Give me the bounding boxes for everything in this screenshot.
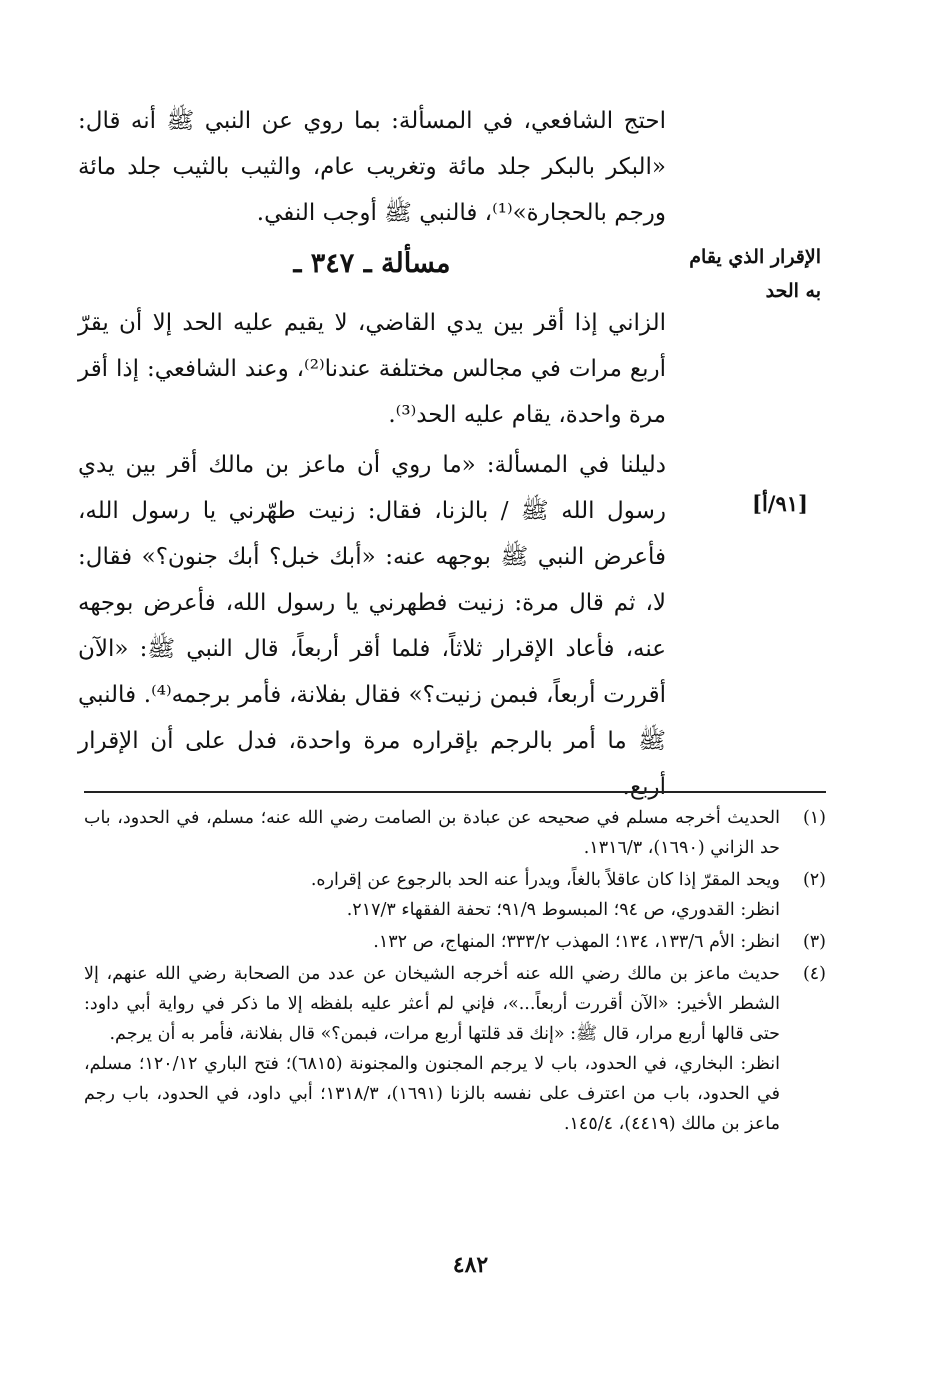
footnote-number: (١) <box>802 808 826 828</box>
issue-heading: مسألة ـ ٣٤٧ ـ <box>293 248 451 279</box>
page-number: ٤٨٢ <box>452 1252 489 1278</box>
footnote <box>84 803 826 863</box>
footnote <box>84 959 826 1139</box>
footnote <box>84 865 826 925</box>
footnotes-section <box>84 803 826 1141</box>
footnote-text: ويحد المقرّ إذا كان عاقلاً بالغاً، ويدرأ عنه الحد بالرجوع عن إقراره. <box>310 870 780 890</box>
footnote-text: انظر: الأم ١٣٣/٦، ١٣٤؛ المهذب ٣٣٣/٢؛ المنهاج، ص ١٣٢. <box>373 932 780 952</box>
paragraph-maiz-evidence: دليلنا في المسألة: «ما روي أن ماعز بن مالك أقر بين يدي رسول الله ﷺ / بالزنا، فقال: زنيت طهّرني يا رسول الله، فأعرض النبي ﷺ بوجهه عنه: «أبك خبل؟ أبك جنون؟» فقال: لا، ثم قال مرة: زنيت فطهرني يا رسول الله، فأعرض بوجهه عنه، فأعاد الإقرار ثلاثاً، فلما أقر أربعاً، قال النبي ﷺ: «الآن أقررت أربعاً، فبمن زنيت؟» فقال بفلانة، فأمر برجمه⁽⁴⁾. فالنبي ﷺ ما أمر بالرجم بإقراره مرة واحدة، فدل على أن الإقرار أربع. <box>78 452 666 800</box>
footnote-number: (٤) <box>802 964 826 984</box>
footnote-reference: انظر: البخاري، في الحدود، باب لا يرجم المجنون والمجنونة (٦٨١٥)؛ فتح الباري ١٢٠/١٢؛ مسلم، في الحدود، باب من اعترف على نفسه بالزنا (١٦٩١)، ١٣١٨/٣؛ أبي داود، في الحدود، باب رجم ماعز بن مالك (٤٤١٩)، ١٤٥/٤. <box>84 1054 780 1134</box>
footnote-number: (٣) <box>802 932 826 952</box>
footnote-text: الحديث أخرجه مسلم في صحيحه عن عبادة بن الصامت رضي الله عنه؛ مسلم، في الحدود، باب حد الزاني (١٦٩٠)، ١٣١٦/٣. <box>84 808 780 858</box>
footnote-separator <box>84 791 826 793</box>
footnote-reference: انظر: القدوري، ص ٩٤؛ المبسوط ٩١/٩؛ تحفة الفقهاء ٢١٧/٣. <box>346 900 780 920</box>
paragraph-confession-rule: الزاني إذا أقر بين يدي القاضي، لا يقيم عليه الحد إلا أن يقرّ أربع مرات في مجالس مختلفة عندنا⁽²⁾، وعند الشافعي: إذا أقر مرة واحدة، يقام عليه الحد⁽³⁾. <box>78 310 666 428</box>
footnote-text: حديث ماعز بن مالك رضي الله عنه أخرجه الشيخان عن عدد من الصحابة رضي الله عنهم، إلا الشطر الأخير: «الآن أقررت أربعاً...»، فإني لم أعثر عليه بلفظه إلا ما ذكر في رواية أبي داود: حتى قالها أربع مرار، قال ﷺ: «إنك قد قلتها أربع مرات، فبمن؟» قال بفلانة، فأمر به أن يرجم. <box>84 964 780 1044</box>
paragraph-shafii-argument: احتج الشافعي، في المسألة: بما روي عن النبي ﷺ أنه قال: «البكر بالبكر جلد مائة وتغريب عام، والثيب بالثيب جلد مائة ورجم بالحجارة»⁽¹⁾، فالنبي ﷺ أوجب النفي. <box>78 108 666 226</box>
footnote <box>84 927 826 957</box>
footnote-number: (٢) <box>802 870 826 890</box>
margin-side-note: الإقرار الذي يقام به الحد <box>689 246 821 302</box>
manuscript-folio-marker: [٩١/أ] <box>752 491 808 516</box>
